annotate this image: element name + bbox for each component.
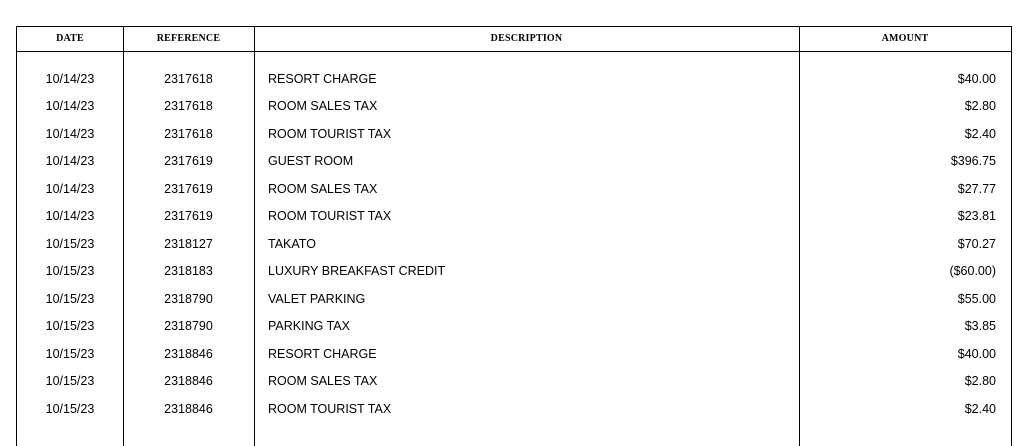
table-row [17, 66, 1011, 94]
amount-cell: $40.00 [957, 71, 996, 86]
description-cell: TAKATO [268, 236, 316, 251]
reference-cell: 2317619 [164, 209, 213, 223]
header-description: DESCRIPTION [490, 33, 563, 44]
table-row [17, 121, 1011, 149]
description-cell: GUEST ROOM [268, 154, 354, 168]
description-cell: ROOM TOURIST TAX [268, 401, 392, 416]
description-cell: ROOM SALES TAX [268, 374, 378, 388]
amount-cell: $2.40 [964, 126, 996, 141]
date-cell: 10/15/23 [45, 264, 95, 278]
reference-cell: 2317619 [164, 154, 213, 168]
table-row [17, 231, 1011, 259]
description-cell: ROOM TOURIST TAX [268, 209, 392, 223]
date-cell: 10/14/23 [45, 99, 95, 113]
table-row [17, 341, 1011, 369]
amount-cell: $2.40 [964, 401, 996, 416]
description-cell: RESORT CHARGE [268, 346, 377, 361]
description-cell: ROOM TOURIST TAX [268, 126, 392, 141]
table-row [17, 396, 1011, 424]
description-cell: ROOM SALES TAX [268, 99, 378, 113]
amount-cell: $2.80 [964, 374, 996, 388]
reference-cell: 2317619 [164, 181, 213, 196]
reference-cell: 2318846 [164, 374, 213, 388]
reference-cell: 2317618 [164, 99, 213, 113]
reference-cell: 2317618 [164, 126, 213, 141]
table-row [17, 176, 1011, 204]
description-cell: ROOM SALES TAX [268, 181, 378, 196]
date-cell: 10/15/23 [45, 291, 95, 306]
ledger-table [16, 26, 1012, 446]
amount-cell: $55.00 [957, 291, 996, 306]
description-cell: RESORT CHARGE [268, 71, 377, 86]
table-row [17, 258, 1011, 286]
header-divider [17, 51, 1011, 52]
description-cell: VALET PARKING [268, 291, 366, 306]
amount-cell: $2.80 [964, 99, 996, 113]
amount-cell: $23.81 [957, 209, 996, 223]
reference-cell: 2317618 [164, 71, 213, 86]
header-amount: AMOUNT [881, 33, 929, 44]
date-cell: 10/14/23 [45, 181, 95, 196]
amount-cell: ($60.00) [949, 264, 996, 278]
description-cell: LUXURY BREAKFAST CREDIT [268, 264, 446, 278]
header-reference: REFERENCE [156, 33, 221, 44]
table-row [17, 368, 1011, 396]
date-cell: 10/14/23 [45, 71, 95, 86]
table-row [17, 313, 1011, 341]
date-cell: 10/14/23 [45, 154, 95, 168]
date-cell: 10/14/23 [45, 126, 95, 141]
reference-cell: 2318183 [164, 264, 213, 278]
date-cell: 10/14/23 [45, 209, 95, 223]
description-cell: PARKING TAX [268, 319, 350, 333]
table-row [17, 286, 1011, 314]
date-cell: 10/15/23 [45, 236, 95, 251]
reference-cell: 2318790 [164, 291, 213, 306]
amount-cell: $40.00 [957, 346, 996, 361]
date-cell: 10/15/23 [45, 374, 95, 388]
reference-cell: 2318846 [164, 401, 213, 416]
amount-cell: $27.77 [957, 181, 996, 196]
date-cell: 10/15/23 [45, 401, 95, 416]
reference-cell: 2318846 [164, 346, 213, 361]
date-cell: 10/15/23 [45, 346, 95, 361]
amount-cell: $3.85 [964, 319, 996, 333]
date-cell: 10/15/23 [45, 319, 95, 333]
table-row [17, 203, 1011, 231]
reference-cell: 2318127 [164, 236, 213, 251]
table-row [17, 148, 1011, 176]
header-date: DATE [56, 33, 84, 44]
reference-cell: 2318790 [164, 319, 213, 333]
amount-cell: $70.27 [957, 236, 996, 251]
table-row [17, 93, 1011, 121]
amount-cell: $396.75 [950, 154, 996, 168]
